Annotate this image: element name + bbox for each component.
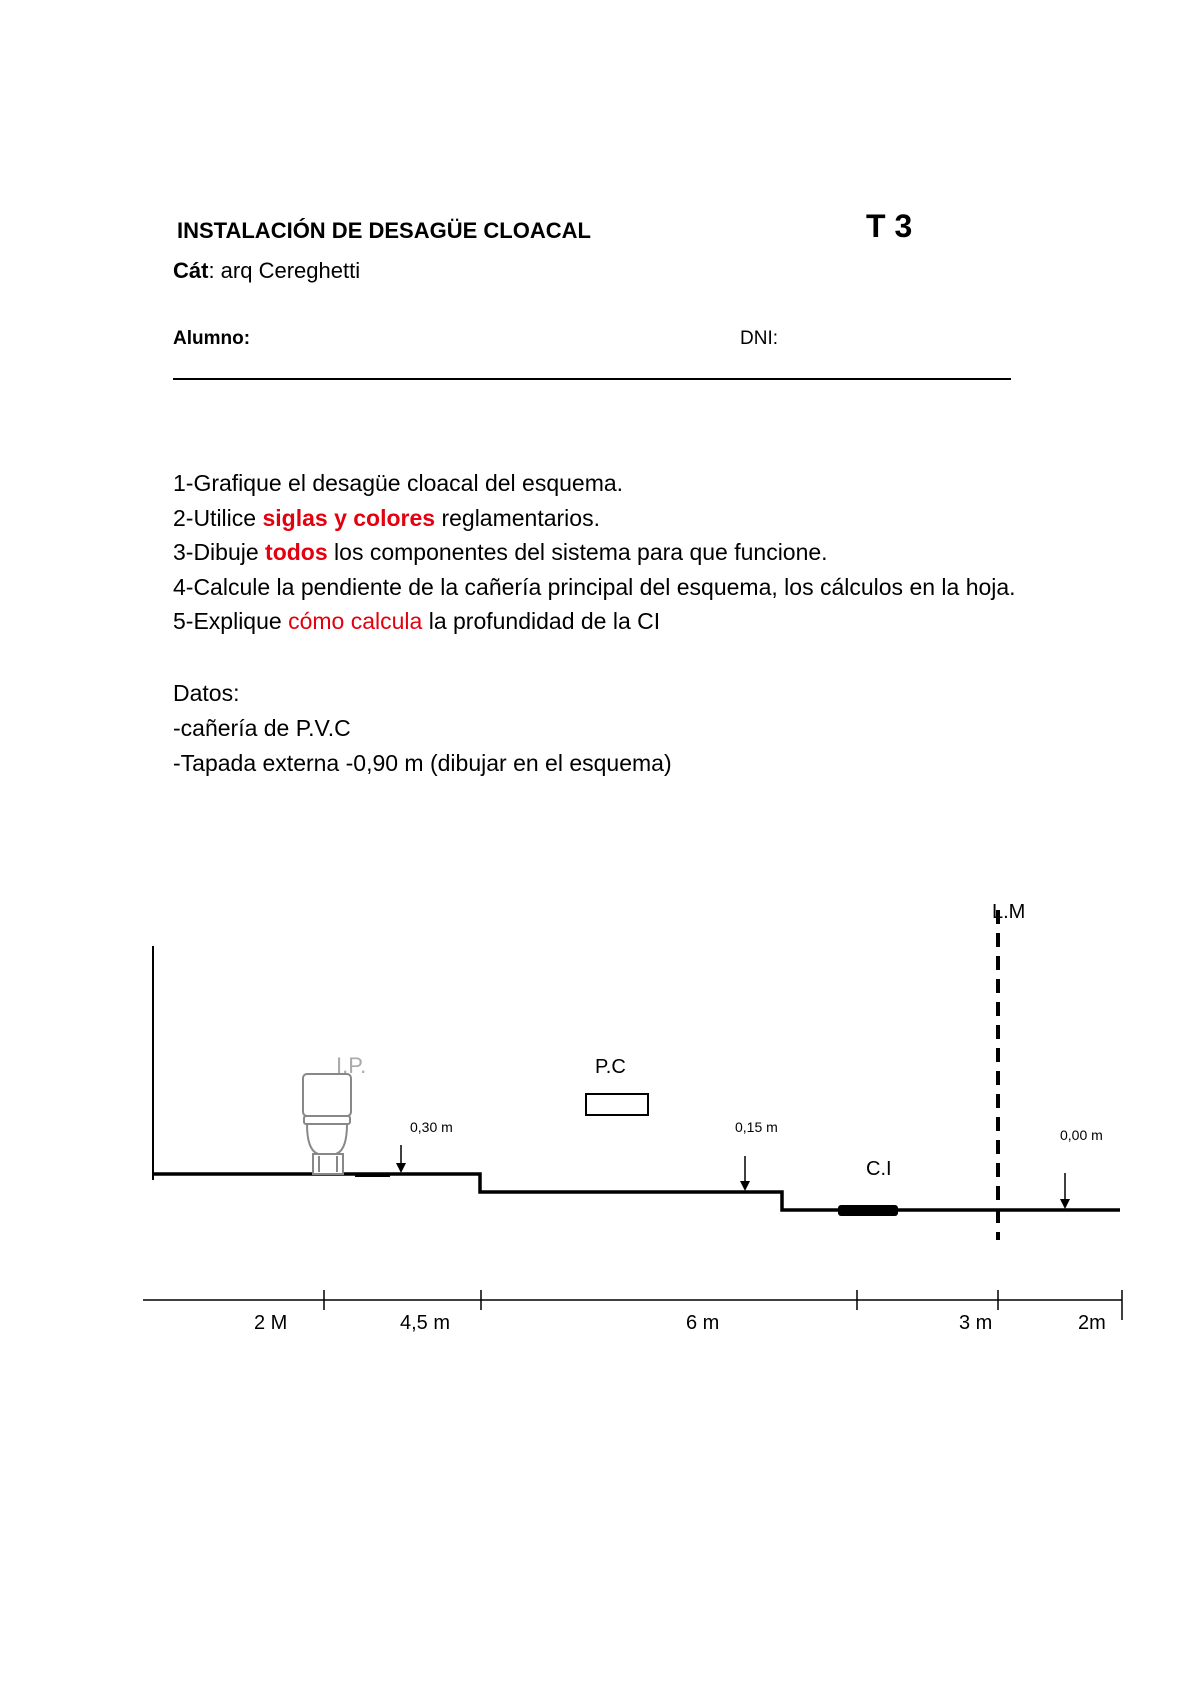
instruction-1: 1-Grafique el desagüe cloacal del esquema. [173, 470, 624, 496]
level-label-3: 0,00 m [1060, 1127, 1103, 1143]
floor-profile [153, 1174, 1120, 1210]
level-label-1: 0,30 m [410, 1119, 453, 1135]
alumno-label: Alumno: [173, 328, 251, 349]
datos-item-1: -cañería de P.V.C [173, 715, 351, 741]
dimension-label-2: 4,5 m [400, 1312, 451, 1334]
lm-label: L.M [992, 901, 1026, 923]
pc-box [586, 1094, 648, 1115]
instruction-5-end: la profundidad de la CI [422, 608, 661, 634]
instruction-3-highlight: todos [265, 539, 328, 565]
toilet-icon [303, 1074, 351, 1174]
instruction-4: 4-Calcule la pendiente de la cañería principal del esquema, los cálculos en la hoja. [173, 573, 1016, 600]
instruction-3-end: los componentes del sistema para que funcione. [327, 539, 828, 565]
instruction-3-text: 3-Dibuje [173, 539, 266, 565]
dimension-label-5: 2m [1078, 1312, 1106, 1334]
pc-label: P.C [595, 1056, 626, 1078]
level-arrowhead-2 [740, 1181, 750, 1191]
catedra-label: Cát [173, 258, 209, 283]
datos-heading: Datos: [173, 680, 240, 706]
ip-label: I.P. [336, 1053, 367, 1078]
datos-item-2: -Tapada externa -0,90 m (dibujar en el esquema) [173, 750, 672, 776]
dni-label: DNI: [740, 328, 778, 349]
level-arrowhead-1 [396, 1163, 406, 1173]
catedra-value: : arq Cereghetti [208, 258, 361, 283]
document-title: INSTALACIÓN DE DESAGÜE CLOACAL [177, 218, 591, 243]
level-label-2: 0,15 m [735, 1119, 778, 1135]
ci-marker [838, 1205, 898, 1216]
exercise-code: T 3 [866, 208, 913, 244]
instruction-2-text: 2-Utilice [173, 504, 263, 531]
dimension-label-4: 3 m [959, 1312, 993, 1334]
instruction-5-text: 5-Explique [173, 608, 289, 634]
instruction-2-end: reglamentarios. [435, 504, 600, 531]
dimension-label-3: 6 m [686, 1312, 720, 1334]
instruction-5-highlight: cómo calcula [288, 608, 423, 634]
ci-label: C.I [866, 1158, 892, 1180]
instruction-2-highlight: siglas y colores [262, 504, 436, 531]
dimension-label-1: 2 M [254, 1312, 288, 1334]
level-arrowhead-3 [1060, 1199, 1070, 1209]
